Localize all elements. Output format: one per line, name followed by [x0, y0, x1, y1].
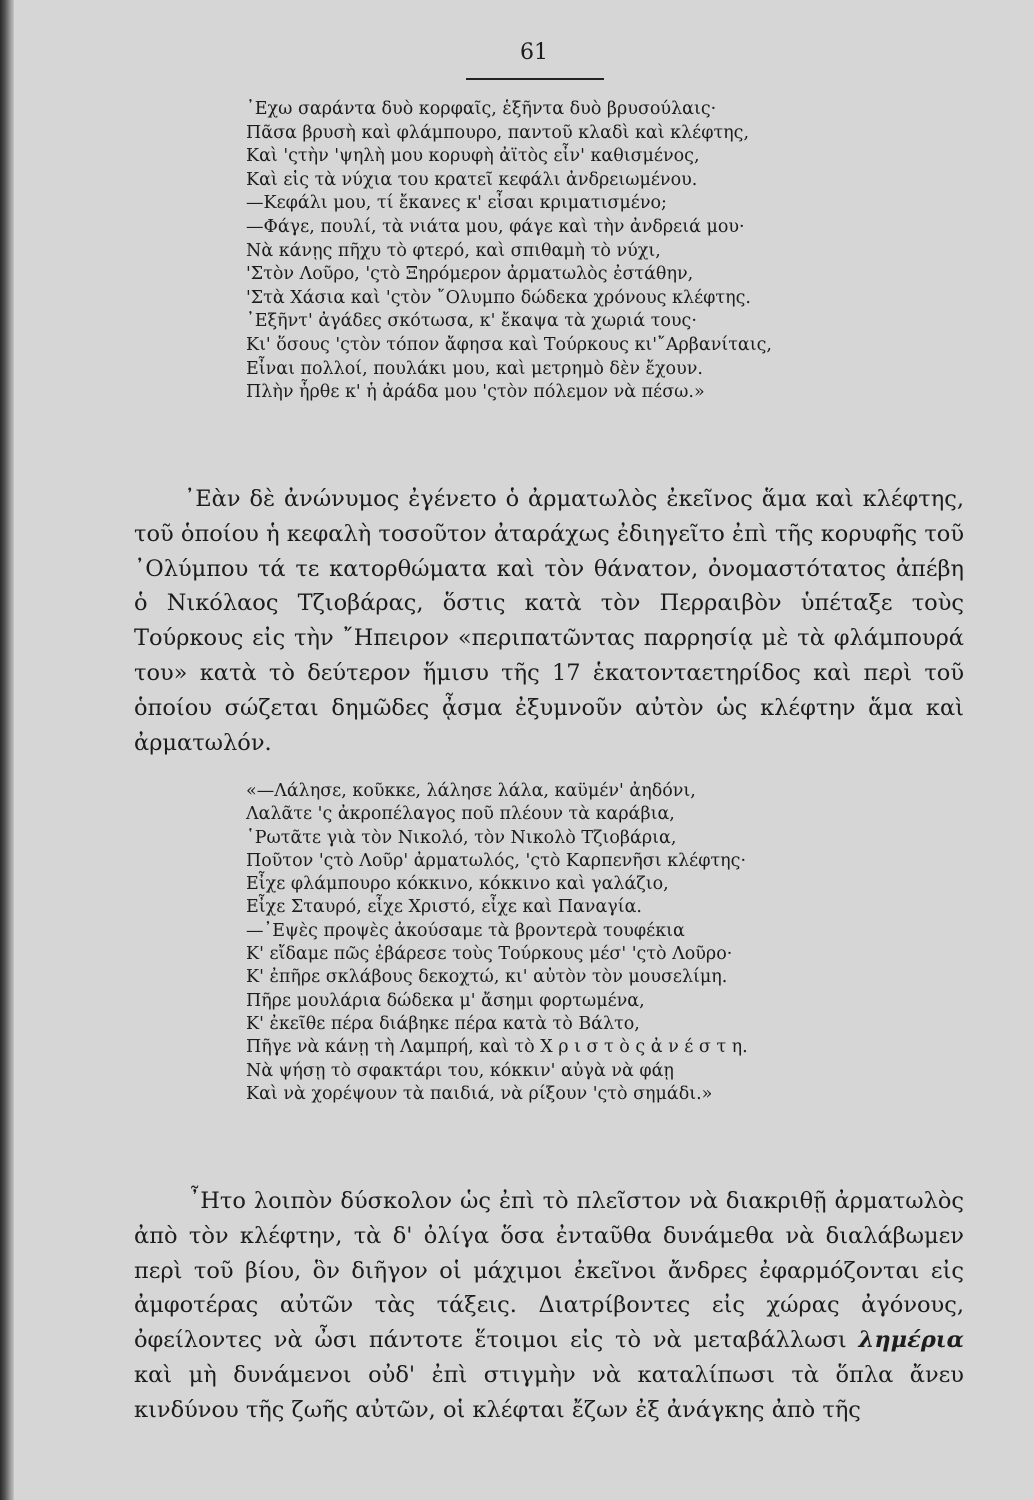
- verse-line: Κ' ἐπῆρε σκλάβους δεκοχτώ, κι' αὐτὸν τὸν μουσελίμη.: [246, 967, 728, 988]
- verse-line: Εἶχε Σταυρό, εἶχε Χριστό, εἶχε καὶ Παναγία.: [246, 897, 642, 918]
- verse-line: 'Στὰ Χάσια καὶ 'ςτὸν ῎Ολυμπο δώδεκα χρόνους κλέφτης.: [246, 287, 751, 308]
- verse-line: ᾿Εχω σαράντα δυὸ κορφαῖς, ἑξῆντα δυὸ βρυσούλαις·: [246, 99, 717, 119]
- poem-verse-1: [246, 98, 886, 405]
- body-paragraph-1: ᾿Εὰν δὲ ἀνώνυμος ἐγένετο ὁ ἀρματωλὸς ἐκεῖνος ἅμα καὶ κλέφτης, τοῦ ὁποίου ἡ κεφαλὴ τοσοῦτον ἀταράχως ἐδιηγεῖτο ἐπὶ τῆς κορυφῆς τοῦ ᾿Ολύμπου τά τε κατορθώματα καὶ τὸν θάνατον, ὀνομαστότατος ἀπέβη ὁ Νικόλαος Τζιοβάρας, ὅστις κατὰ τὸν Περραιβὸν ὑπέταξε τοὺς Τούρκους εἰς τὴν ῎Ηπειρον «περιπατῶντας παρρησίᾳ μὲ τὰ φλάμπουρά του» κατὰ τὸ δεύτερον ἥμισυ τῆς 17 ἑκατονταετηρίδος καὶ περὶ τοῦ ὁποίου σώζεται δημῶδες ᾆσμα ἐξυμνοῦν αὐτὸν ὡς κλέφτην ἅμα καὶ ἀρματωλόν.: [134, 486, 964, 756]
- verse-line: Πῆγε νὰ κάνῃ τὴ Λαμπρή, καὶ τὸ Χ ρ ι σ τ ὸ ς ἀ ν έ σ τ η.: [246, 1037, 748, 1058]
- paragraph-text: καὶ μὴ δυνάμενοι οὐδ' ἐπὶ στιγμὴν νὰ καταλίπωσι τὰ ὅπλα ἄνευ κινδύνου τῆς ζωῆς αὐτῶν, οἱ κλέφται ἔζων ἐξ ἀνάγκης ἀπὸ τῆς: [134, 1361, 964, 1423]
- verse-line: Κι' ὅσους 'ςτὸν τόπον ἄφησα καὶ Τούρκους κι'῎Αρβανίταις,: [246, 334, 772, 355]
- verse-line: 'Στὸν Λοῦρο, 'ςτὸ Ξηρόμερον ἀρματωλὸς ἐστάθην,: [246, 264, 694, 285]
- verse-line: ᾿Εξῆντ' ἀγάδες σκότωσα, κ' ἔκαψα τὰ χωριά τους·: [246, 311, 697, 332]
- verse-line: Ποῦτον 'ςτὸ Λοῦρ' ἀρματωλός, 'ςτὸ Καρπενῆσι κλέφτης·: [246, 850, 747, 871]
- paragraph-text: ῏Ητο λοιπὸν δύσκολον ὡς ἐπὶ τὸ πλεῖστον νὰ διακριθῇ ἀρματωλὸς ἀπὸ τὸν κλέφτην, τὰ δ' ὀλίγα ὅσα ἐνταῦθα δυνάμεθα νὰ διαλάβωμεν περὶ τοῦ βίου, ὃν διῆγον οἱ μάχιμοι ἐκεῖνοι ἄνδρες ἐφαρμόζονται εἰς ἀμφοτέρας αὐτῶν τὰς τάξεις. Διατρίβοντες εἰς χώρας ἀγόνους, ὀφείλοντες νὰ ὦσι πάντοτε ἕτοιμοι εἰς τὸ νὰ μεταβάλλωσι: [134, 1188, 964, 1354]
- emphasized-term: λημέρια: [858, 1327, 964, 1354]
- poem-verse-2: [246, 780, 896, 1106]
- verse-line: Καὶ νὰ χορέψουν τὰ παιδιά, νὰ ρίξουν 'ςτὸ σημάδι.»: [246, 1083, 713, 1104]
- verse-line: Πλὴν ἦρθε κ' ἡ ἀράδα μου 'ςτὸν πόλεμον νὰ πέσω.»: [246, 382, 705, 403]
- book-page: [14, 0, 1034, 1500]
- verse-line: Κ' ἐκεῖθε πέρα διάβηκε πέρα κατὰ τὸ Βάλτο,: [246, 1013, 640, 1034]
- verse-line: Εἶναι πολλοί, πουλάκι μου, καὶ μετρημὸ δὲν ἔχουν.: [246, 358, 703, 379]
- body-paragraph-2: [134, 1184, 964, 1428]
- verse-line: Εἶχε φλάμπουρο κόκκινο, κόκκινο καὶ γαλάζιο,: [246, 874, 669, 895]
- page-number: 61: [520, 40, 548, 65]
- verse-line: Νὰ ψήσῃ τὸ σφακτάρι του, κόκκιν' αὐγὰ νὰ φάῃ: [246, 1060, 674, 1081]
- verse-line: Λαλᾶτε 'ς ἀκροπέλαγος ποῦ πλέουν τὰ καράβια,: [246, 804, 675, 825]
- verse-line: ῾Ρωτᾶτε γιὰ τὸν Νικολό, τὸν Νικολὸ Τζιοβάρια,: [246, 827, 677, 848]
- verse-line: Πᾶσα βρυσὴ καὶ φλάμπουρο, παντοῦ κλαδὶ καὶ κλέφτης,: [246, 122, 750, 143]
- verse-line: «—Λάλησε, κοῦκκε, λάλησε λάλα, καϋμέν' ἀηδόνι,: [246, 781, 696, 801]
- verse-line: Κ' εἴδαμε πῶς ἐβάρεσε τοὺς Τούρκους μέσ' 'ςτὸ Λοῦρο·: [246, 944, 733, 965]
- verse-line: Καὶ 'ςτὴν 'ψηλὴ μου κορυφὴ ἀϊτὸς εἶν' καθισμένος,: [246, 146, 700, 167]
- page-number-rule: [466, 78, 604, 80]
- verse-line: Καὶ εἰς τὰ νύχια του κρατεῖ κεφάλι ἀνδρειωμένου.: [246, 169, 698, 190]
- book-binding-edge: [0, 0, 14, 1500]
- verse-line: —Φάγε, πουλί, τὰ νιάτα μου, φάγε καὶ τὴν ἀνδρειά μου·: [246, 216, 745, 237]
- verse-line: Νὰ κάνῃς πῆχυ τὸ φτερό, καὶ σπιθαμὴ τὸ νύχι,: [246, 240, 661, 261]
- verse-line: —᾿Εψὲς προψὲς ἀκούσαμε τὰ βροντερὰ τουφέκια: [246, 920, 685, 941]
- verse-line: Πῆρε μουλάρια δώδεκα μ' ἄσημι φορτωμένα,: [246, 990, 645, 1011]
- verse-line: —Κεφάλι μου, τί ἔκανες κ' εἶσαι κριματισμένο;: [246, 193, 667, 214]
